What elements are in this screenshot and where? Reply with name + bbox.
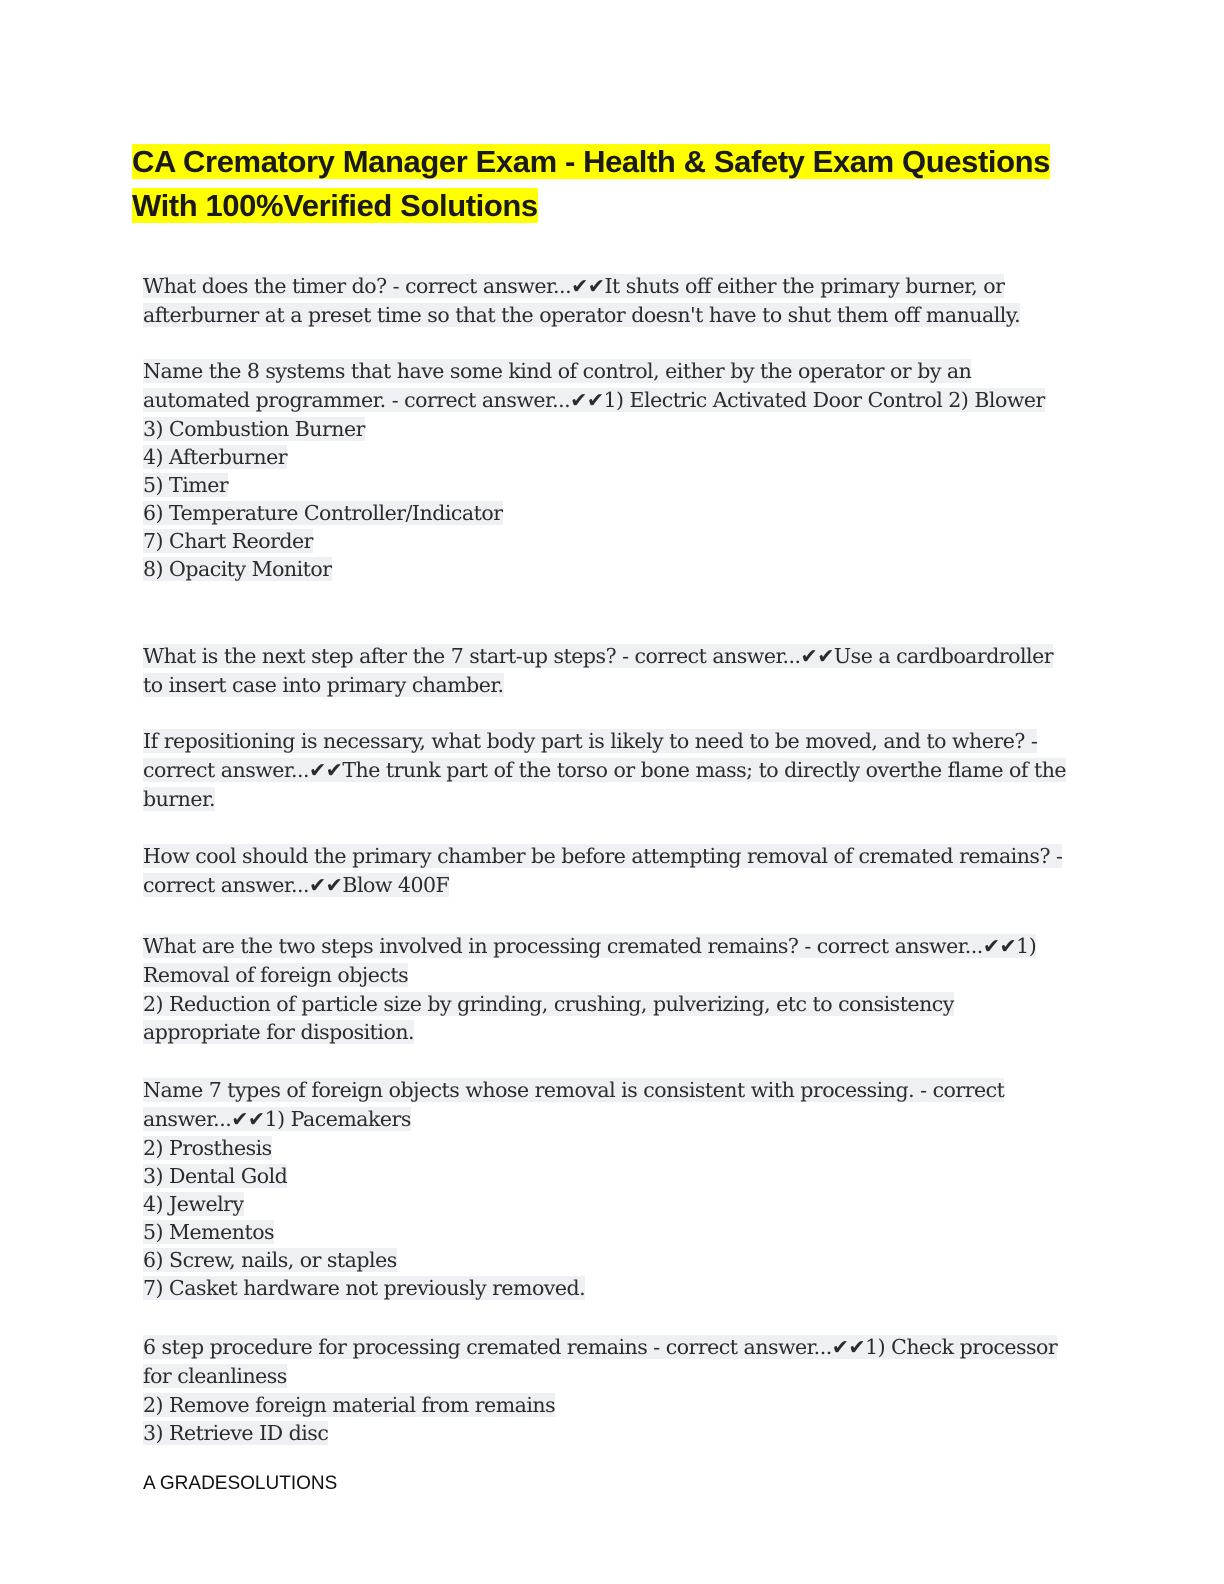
list-item: 6) Screw, nails, or staples bbox=[143, 1248, 397, 1272]
answer-prefix: - correct answer...✔✔ bbox=[798, 934, 1017, 958]
qa-block bbox=[143, 842, 1073, 900]
answer-prefix: - correct answer...✔✔ bbox=[647, 1335, 866, 1359]
answer-prefix: - correct answer...✔✔ bbox=[143, 1078, 1005, 1131]
list-item: 2) Remove foreign material from remains bbox=[143, 1393, 556, 1417]
qa-text bbox=[143, 1335, 1057, 1388]
list-item: 4) Afterburner bbox=[143, 445, 288, 469]
qa-text bbox=[143, 934, 1036, 987]
question-text: How cool should the primary chamber be before attempting removal of cremated remains? bbox=[143, 844, 1050, 868]
list-item: 4) Jewelry bbox=[143, 1192, 244, 1216]
question-text: What does the timer do? bbox=[143, 274, 387, 298]
list-item: 5) Mementos bbox=[143, 1220, 275, 1244]
list-item: 3) Combustion Burner bbox=[143, 417, 365, 441]
qa-text bbox=[143, 844, 1062, 897]
answer-text: 1) Pacemakers bbox=[264, 1107, 411, 1131]
title-line-1: CA Crematory Manager Exam - Health & Safety Exam Questions bbox=[132, 144, 1051, 179]
answer-prefix: - correct answer...✔✔ bbox=[616, 644, 834, 668]
question-text: What are the two steps involved in processing cremated remains? bbox=[143, 934, 799, 958]
answer-text: 1) Removal of foreign objects bbox=[143, 934, 1037, 987]
answer-text: 1) Electric Activated Door Control 2) Blower bbox=[603, 388, 1045, 412]
list-item: 2) Reduction of particle size by grinding, crushing, pulverizing, etc to consistency appropriate for disposition. bbox=[143, 992, 954, 1044]
list-item: 7) Casket hardware not previously removed. bbox=[143, 1276, 586, 1300]
answer-prefix: - correct answer...✔✔ bbox=[143, 844, 1063, 897]
answer-text: It shuts off either the primary burner, or afterburner at a preset time so that the operator doesn't have to shut them off manually. bbox=[143, 274, 1021, 327]
qa-block bbox=[143, 357, 1073, 583]
answer-text: Blow 400F bbox=[342, 873, 450, 897]
qa-block bbox=[143, 1076, 1073, 1302]
title-line-2: With 100%Verified Solutions bbox=[132, 188, 538, 223]
qa-text bbox=[143, 274, 1020, 327]
page-footer: A GRADESOLUTIONS bbox=[143, 1473, 338, 1494]
qa-text bbox=[143, 359, 1045, 412]
qa-block bbox=[143, 932, 1073, 1046]
qa-text bbox=[143, 644, 1053, 697]
document-title bbox=[132, 140, 1092, 228]
qa-text bbox=[143, 1078, 1004, 1131]
qa-block bbox=[143, 727, 1073, 814]
question-text: 6 step procedure for processing cremated remains bbox=[143, 1335, 648, 1359]
list-item: 6) Temperature Controller/Indicator bbox=[143, 501, 503, 525]
question-text: If repositioning is necessary, what body part is likely to need to be moved, and to where? bbox=[143, 729, 1025, 753]
qa-block bbox=[143, 642, 1073, 700]
list-item: 3) Dental Gold bbox=[143, 1164, 288, 1188]
question-text: Name the 8 systems that have some kind of control, either by the operator or by an automated programmer. bbox=[143, 359, 972, 412]
answer-text: 1) Check processor for cleanliness bbox=[143, 1335, 1058, 1388]
answer-prefix: - correct answer...✔✔ bbox=[143, 729, 1038, 782]
answer-prefix: - correct answer...✔✔ bbox=[386, 274, 605, 298]
answer-text: The trunk part of the torso or bone mass; to directly overthe flame of the burner. bbox=[143, 758, 1067, 811]
question-text: What is the next step after the 7 start-up steps? bbox=[143, 644, 617, 668]
list-item: 2) Prosthesis bbox=[143, 1136, 272, 1160]
list-item: 7) Chart Reorder bbox=[143, 529, 313, 553]
qa-block bbox=[143, 272, 1073, 330]
qa-text bbox=[143, 729, 1066, 811]
list-item: 3) Retrieve ID disc bbox=[143, 1421, 329, 1445]
list-item: 8) Opacity Monitor bbox=[143, 557, 332, 581]
qa-block bbox=[143, 1333, 1073, 1447]
question-text: Name 7 types of foreign objects whose removal is consistent with processing. bbox=[143, 1078, 915, 1102]
list-item: 5) Timer bbox=[143, 473, 229, 497]
answer-text: Use a cardboardroller to insert case into primary chamber. bbox=[143, 644, 1054, 697]
answer-prefix: - correct answer...✔✔ bbox=[385, 388, 604, 412]
